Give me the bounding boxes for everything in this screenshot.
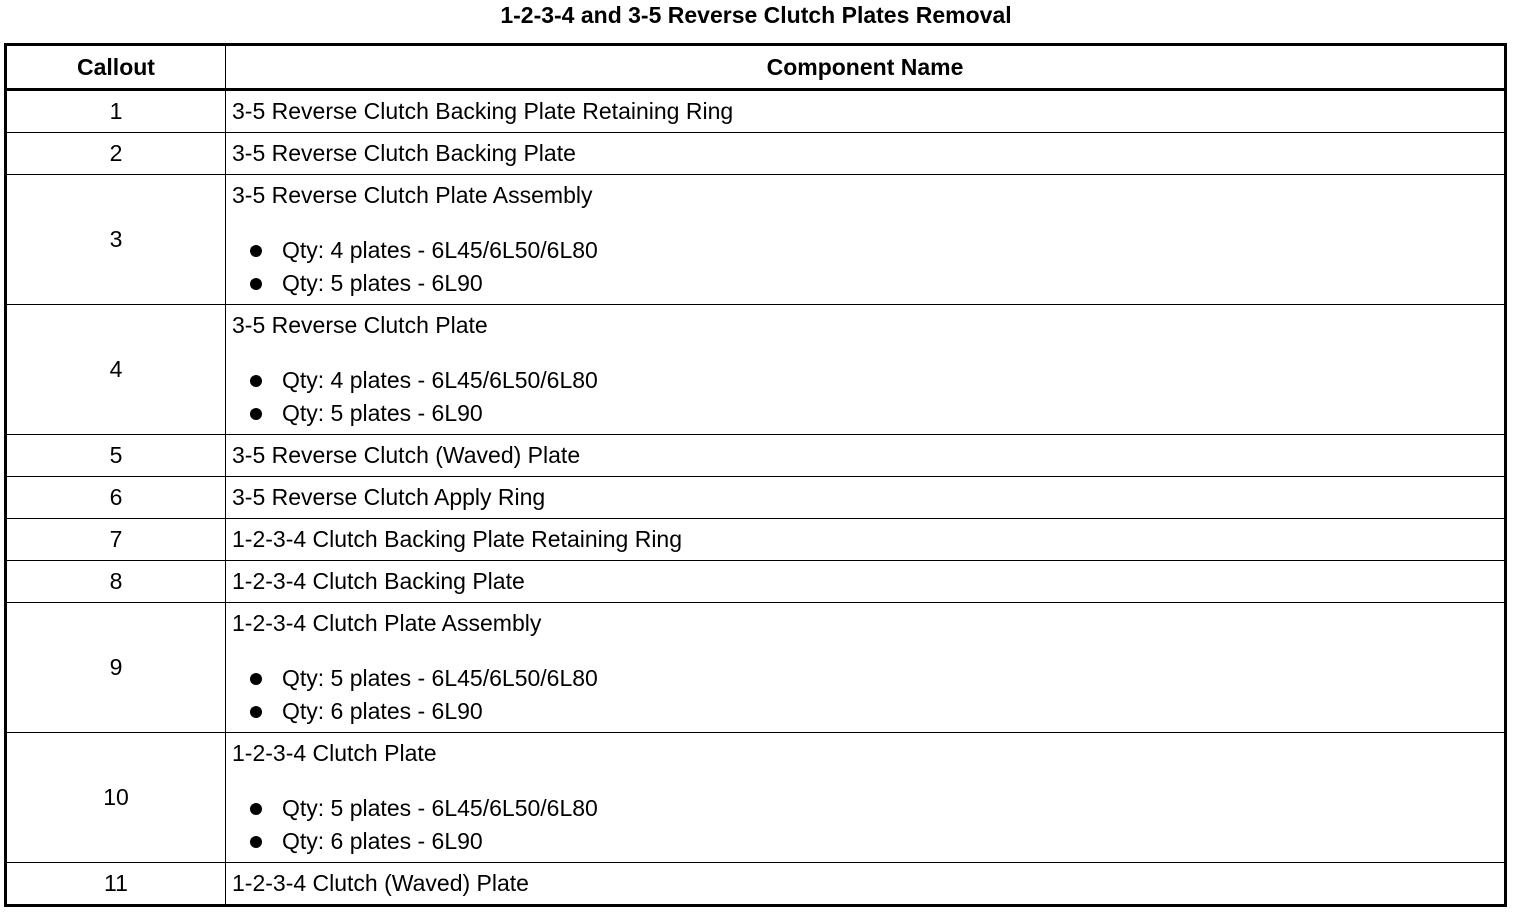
bullet-icon: [250, 836, 262, 848]
callout-cell: 8: [6, 561, 226, 603]
quantity-text: Qty: 5 plates - 6L90: [282, 400, 483, 426]
component-name-cell: [226, 435, 1506, 477]
bullet-icon: [250, 278, 262, 290]
component-name: 3-5 Reverse Clutch Apply Ring: [232, 484, 546, 510]
bullet-icon: [250, 408, 262, 420]
callout-cell: 5: [6, 435, 226, 477]
component-name: 1-2-3-4 Clutch Backing Plate Retaining Ring: [232, 526, 683, 552]
bullet-icon: [250, 706, 262, 718]
quantity-text: Qty: 5 plates - 6L90: [282, 270, 483, 296]
quantity-list: [232, 364, 1504, 430]
parts-table: [4, 43, 1507, 907]
quantity-text: Qty: 6 plates - 6L90: [282, 698, 483, 724]
bullet-icon: [250, 803, 262, 815]
component-name-cell: [226, 133, 1506, 175]
quantity-text: Qty: 4 plates - 6L45/6L50/6L80: [282, 237, 598, 263]
quantity-item: [250, 662, 1504, 695]
component-name: 1-2-3-4 Clutch Plate: [232, 740, 437, 766]
component-name: 1-2-3-4 Clutch Backing Plate: [232, 568, 525, 594]
component-name-cell: [226, 863, 1506, 906]
quantity-item: [250, 695, 1504, 728]
bullet-icon: [250, 245, 262, 257]
component-name-cell: [226, 305, 1506, 435]
table-row: [6, 603, 1506, 733]
quantity-item: [250, 825, 1504, 858]
quantity-text: Qty: 5 plates - 6L45/6L50/6L80: [282, 795, 598, 821]
component-name: 3-5 Reverse Clutch Plate Assembly: [232, 182, 593, 208]
table-row: [6, 477, 1506, 519]
bullet-icon: [250, 673, 262, 685]
component-name: 3-5 Reverse Clutch (Waved) Plate: [232, 442, 581, 468]
quantity-list: [232, 662, 1504, 728]
quantity-item: [250, 792, 1504, 825]
table-row: [6, 863, 1506, 906]
table-row: [6, 561, 1506, 603]
component-name: 1-2-3-4 Clutch Plate Assembly: [232, 610, 542, 636]
table-header-row: [6, 45, 1506, 90]
callout-cell: 1: [6, 90, 226, 133]
parts-table-body: [6, 90, 1506, 906]
callout-cell: 3: [6, 175, 226, 305]
quantity-item: [250, 234, 1504, 267]
quantity-list: [232, 234, 1504, 300]
quantity-item: [250, 267, 1504, 300]
component-name-cell: [226, 519, 1506, 561]
component-name: 3-5 Reverse Clutch Backing Plate Retaining Ring: [232, 98, 734, 124]
callout-header: Callout: [6, 45, 226, 90]
callout-cell: 7: [6, 519, 226, 561]
component-name: 3-5 Reverse Clutch Backing Plate: [232, 140, 576, 166]
component-name: 3-5 Reverse Clutch Plate: [232, 312, 488, 338]
table-row: [6, 435, 1506, 477]
callout-cell: 6: [6, 477, 226, 519]
quantity-text: Qty: 5 plates - 6L45/6L50/6L80: [282, 665, 598, 691]
component-name-cell: [226, 733, 1506, 863]
quantity-text: Qty: 4 plates - 6L45/6L50/6L80: [282, 367, 598, 393]
table-row: [6, 305, 1506, 435]
table-row: [6, 733, 1506, 863]
callout-cell: 4: [6, 305, 226, 435]
bullet-icon: [250, 375, 262, 387]
callout-cell: 9: [6, 603, 226, 733]
quantity-text: Qty: 6 plates - 6L90: [282, 828, 483, 854]
callout-cell: 11: [6, 863, 226, 906]
quantity-item: [250, 364, 1504, 397]
page-title: 1-2-3-4 and 3-5 Reverse Clutch Plates Removal: [500, 2, 1012, 28]
table-row: [6, 133, 1506, 175]
table-row: [6, 175, 1506, 305]
component-name-cell: [226, 477, 1506, 519]
quantity-item: [250, 397, 1504, 430]
component-name-cell: [226, 175, 1506, 305]
component-name-cell: [226, 603, 1506, 733]
quantity-list: [232, 792, 1504, 858]
table-row: [6, 90, 1506, 133]
callout-cell: 10: [6, 733, 226, 863]
component-name: 1-2-3-4 Clutch (Waved) Plate: [232, 870, 529, 896]
component-name-cell: [226, 90, 1506, 133]
table-row: [6, 519, 1506, 561]
component-name-cell: [226, 561, 1506, 603]
callout-cell: 2: [6, 133, 226, 175]
component-name-header: Component Name: [226, 45, 1506, 90]
